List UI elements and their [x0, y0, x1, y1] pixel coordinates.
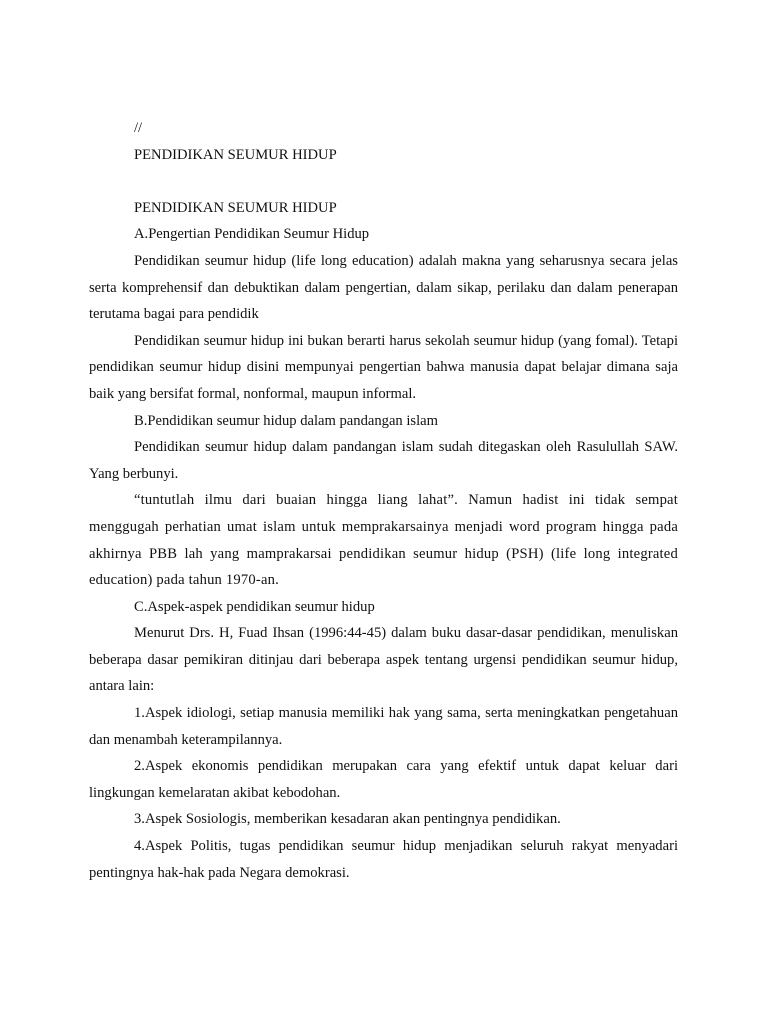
- section-b-paragraph-2: “tuntutlah ilmu dari buaian hingga liang lahat”. Namun hadist ini tidak sempat menggugah perhatian umat islam untuk memprakarsainya menjadi word program hingga pada akhirnya PBB lah yang mamprakarsai pendidikan seumur hidup (PSH) (life long integrated education) pada tahun 1970-an.: [89, 492, 678, 589]
- section-c-paragraph-1: Menurut Drs. H, Fuad Ihsan (1996:44-45) dalam buku dasar-dasar pendidikan, menuliskan beberapa dasar pemikiran ditinjau dari beberapa aspek tentang urgensi pendidikan seumur hidup, antara lain:: [89, 625, 678, 695]
- page-marker: //: [134, 120, 143, 136]
- section-c-heading: C.Aspek-aspek pendidikan seumur hidup: [134, 598, 375, 615]
- section-b-paragraph-1: Pendidikan seumur hidup dalam pandangan islam sudah ditegaskan oleh Rasulullah SAW. Yang berbunyi.: [89, 439, 678, 482]
- document-title: PENDIDIKAN SEUMUR HIDUP: [134, 146, 337, 163]
- section-c-list-item-4: 4.Aspek Politis, tugas pendidikan seumur hidup menjadikan seluruh rakyat menyadari pentingnya hak-hak pada Negara demokrasi.: [89, 838, 678, 881]
- section-a-paragraph-2: Pendidikan seumur hidup ini bukan berarti harus sekolah seumur hidup (yang fomal). Tetapi pendidikan seumur hidup disini mempunyai pengertian bahwa manusia dapat belajar dimana saja baik yang bersifat formal, nonformal, maupun informal.: [89, 332, 678, 402]
- section-a-heading: A.Pengertian Pendidikan Seumur Hidup: [134, 226, 370, 243]
- section-c-list-item-3: 3.Aspek Sosiologis, memberikan kesadaran akan pentingnya pendidikan.: [134, 811, 561, 828]
- section-c-list-item-1: 1.Aspek idiologi, setiap manusia memiliki hak yang sama, serta meningkatkan pengetahuan dan menambah keterampilannya.: [89, 705, 678, 748]
- section-a-paragraph-1: Pendidikan seumur hidup (life long education) adalah makna yang seharusnya secara jelas serta komprehensif dan debuktikan dalam pengertian, dalam sikap, perilaku dan dalam penerapan terutama bagai para pendidik: [89, 252, 678, 323]
- document-subtitle: PENDIDIKAN SEUMUR HIDUP: [134, 199, 337, 216]
- section-b-heading: B.Pendidikan seumur hidup dalam pandangan islam: [134, 412, 438, 429]
- blank-line: [89, 168, 678, 195]
- section-c-list-item-2: 2.Aspek ekonomis pendidikan merupakan cara yang efektif untuk dapat keluar dari lingkungan kemelaratan akibat kebodohan.: [89, 758, 678, 801]
- document-body: [89, 115, 678, 886]
